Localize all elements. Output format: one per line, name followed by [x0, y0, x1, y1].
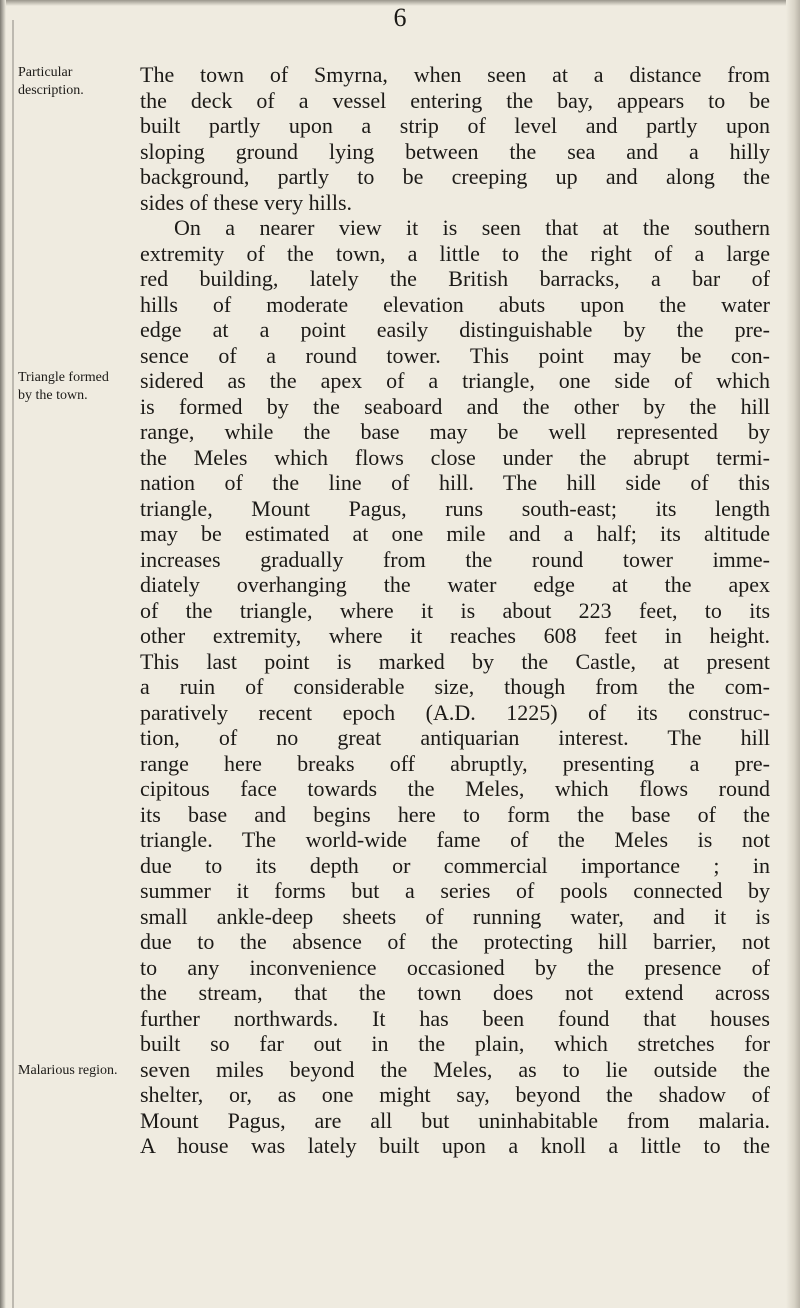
- text-line: built so far out in the plain, which stretches for: [140, 1031, 770, 1056]
- page-left-edge: [0, 0, 6, 1308]
- text-line: small ankle-deep sheets of running water, and it is: [140, 903, 770, 929]
- text-line: due to the absence of the protecting hill barrier, not: [140, 929, 770, 954]
- text-line: sidered as the apex of a triangle, one side of which: [140, 368, 770, 393]
- text-line: cipitous face towards the Meles, which flows round: [140, 776, 770, 801]
- text-line: a ruin of considerable size, though from the com-: [140, 674, 770, 699]
- text-line: On a nearer view it is seen that at the southern: [174, 215, 770, 240]
- text-line: shelter, or, as one might say, beyond the shadow of: [140, 1082, 770, 1107]
- text-line: The town of Smyrna, when seen at a distance from: [140, 62, 770, 87]
- margin-note-triangle-formed: Triangle formed by the town.: [18, 370, 109, 403]
- text-line: background, partly to be creeping up and along the: [140, 164, 770, 189]
- text-line: its base and begins here to form the base of the: [140, 801, 770, 827]
- text-line: is formed by the seaboard and the other by the hill: [140, 393, 770, 419]
- text-line: the deck of a vessel entering the bay, appears to be: [140, 87, 770, 113]
- body-text: [140, 62, 770, 1159]
- text-line: the Meles which flows close under the abrupt termi-: [140, 444, 770, 470]
- text-line: triangle, Mount Pagus, runs south-east; its length: [140, 495, 770, 521]
- text-line: range here breaks off abruptly, presenting a pre-: [140, 750, 770, 776]
- text-line: sence of a round tower. This point may be con-: [140, 342, 770, 368]
- text-line: increases gradually from the round tower imme-: [140, 546, 770, 572]
- text-line: A house was lately built upon a knoll a little to the: [140, 1133, 770, 1158]
- text-line: paratively recent epoch (A.D. 1225) of its construc-: [140, 699, 770, 725]
- margin-note-malarious-region: Malarious region.: [18, 1063, 118, 1078]
- page-right-edge: [786, 0, 800, 1308]
- text-line: diately overhanging the water edge at the apex: [140, 572, 770, 597]
- text-line: triangle. The world-wide fame of the Meles is not: [140, 827, 770, 852]
- text-line: may be estimated at one mile and a half; its altitude: [140, 521, 770, 546]
- binding-gutter-line: [12, 20, 14, 1308]
- text-line: sides of these very hills.: [140, 189, 353, 215]
- text-line: built partly upon a strip of level and partly upon: [140, 113, 770, 138]
- text-line: edge at a point easily distinguishable by the pre-: [140, 317, 770, 342]
- margin-note-particular-description: Particular description.: [18, 65, 84, 98]
- text-line: of the triangle, where it is about 223 feet, to its: [140, 597, 770, 623]
- text-line: hills of moderate elevation abuts upon the water: [140, 291, 770, 317]
- text-line: seven miles beyond the Meles, as to lie outside the: [140, 1056, 770, 1082]
- text-line: range, while the base may be well represented by: [140, 419, 770, 444]
- text-line: This last point is marked by the Castle, at present: [140, 648, 770, 674]
- text-line: due to its depth or commercial importance ; in: [140, 852, 770, 878]
- text-line: sloping ground lying between the sea and a hilly: [140, 138, 770, 164]
- text-line: to any inconvenience occasioned by the presence of: [140, 954, 770, 980]
- text-line: further northwards. It has been found that houses: [140, 1005, 770, 1031]
- text-line: the stream, that the town does not extend across: [140, 980, 770, 1005]
- text-line: Mount Pagus, are all but uninhabitable from malaria.: [140, 1107, 770, 1133]
- text-line: red building, lately the British barracks, a bar of: [140, 266, 770, 291]
- text-line: extremity of the town, a little to the right of a large: [140, 240, 770, 266]
- text-line: summer it forms but a series of pools connected by: [140, 878, 770, 903]
- page-number: 6: [393, 3, 407, 32]
- text-line: tion, of no great antiquarian interest. The hill: [140, 725, 770, 750]
- text-line: nation of the line of hill. The hill side of this: [140, 470, 770, 495]
- text-line: other extremity, where it reaches 608 feet in height.: [140, 623, 770, 648]
